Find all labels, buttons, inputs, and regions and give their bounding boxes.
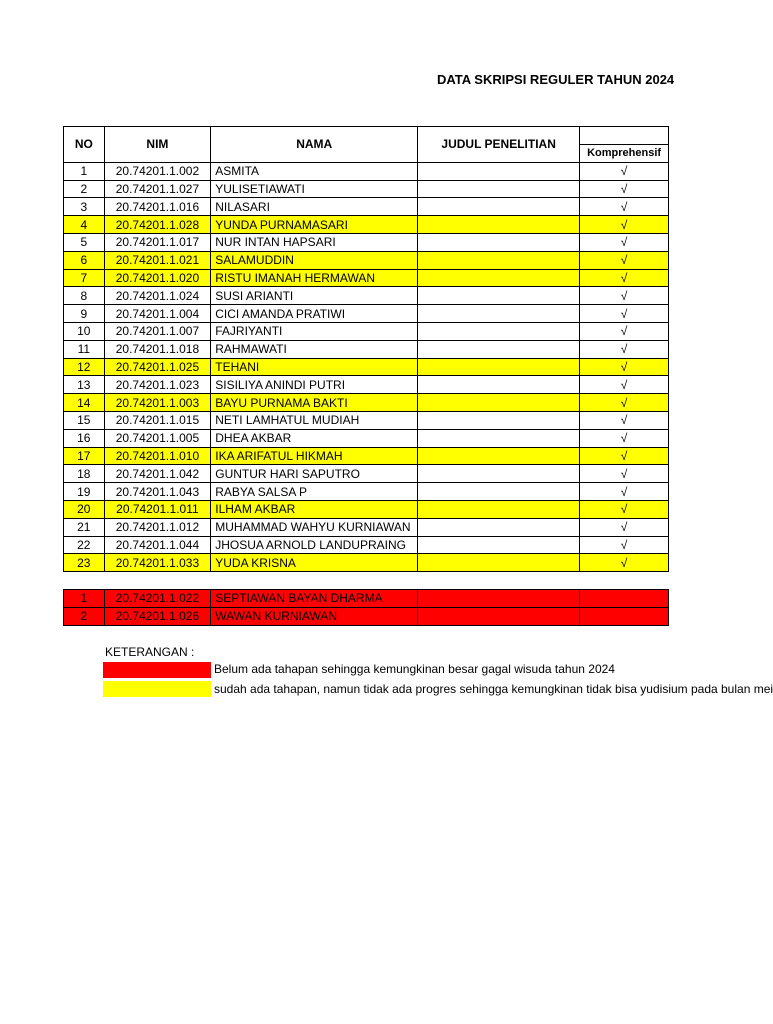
row-no-cell: 15 [64, 411, 105, 429]
row-check-cell: √ [580, 483, 669, 501]
row-judul-cell [418, 411, 580, 429]
row-nama-cell: SEPTIAWAN BAYAN DHARMA [211, 589, 418, 607]
row-nama-cell: NILASARI [211, 198, 418, 216]
row-no-cell: 13 [64, 376, 105, 394]
table-row [64, 465, 669, 483]
table-row [64, 429, 669, 447]
row-judul-cell [418, 589, 580, 607]
row-nim-cell: 20.74201.1.020 [104, 269, 211, 287]
row-check-cell: √ [580, 554, 669, 572]
row-nama-cell: YUDA KRISNA [211, 554, 418, 572]
row-judul-cell [418, 465, 580, 483]
table-row [64, 500, 669, 518]
row-nim-cell: 20.74201.1.010 [104, 447, 211, 465]
row-nama-cell: TEHANI [211, 358, 418, 376]
table-row [64, 411, 669, 429]
row-no-cell: 7 [64, 269, 105, 287]
row-no-cell: 3 [64, 198, 105, 216]
row-judul-cell [418, 305, 580, 323]
row-no-cell: 8 [64, 287, 105, 305]
table-row [64, 322, 669, 340]
row-check-cell: √ [580, 287, 669, 305]
row-no-cell: 22 [64, 536, 105, 554]
row-nama-cell: NETI LAMHATUL MUDIAH [211, 411, 418, 429]
table-row [64, 180, 669, 198]
table-row [64, 162, 669, 180]
row-no-cell: 2 [64, 180, 105, 198]
legend-yellow-text: sudah ada tahapan, namun tidak ada progres sehingga kemungkinan tidak bisa yudisium pada bulan mei [214, 682, 773, 696]
header-group-blank [580, 127, 669, 145]
row-nama-cell: NUR INTAN HAPSARI [211, 233, 418, 251]
row-nim-cell: 20.74201.1.028 [104, 216, 211, 234]
row-no-cell: 14 [64, 394, 105, 412]
row-check-cell [580, 589, 669, 607]
header-no: NO [64, 127, 105, 163]
row-nim-cell: 20.74201.1.022 [104, 589, 211, 607]
header-row [64, 127, 669, 145]
row-no-cell: 20 [64, 500, 105, 518]
row-no-cell: 5 [64, 233, 105, 251]
row-nama-cell: SUSI ARIANTI [211, 287, 418, 305]
extra-table-body [64, 589, 669, 625]
row-nim-cell: 20.74201.1.044 [104, 536, 211, 554]
header-nim: NIM [104, 127, 211, 163]
row-check-cell: √ [580, 518, 669, 536]
table-row [64, 536, 669, 554]
table-row [64, 518, 669, 536]
table-row [64, 394, 669, 412]
row-no-cell: 16 [64, 429, 105, 447]
row-judul-cell [418, 340, 580, 358]
row-no-cell: 11 [64, 340, 105, 358]
row-judul-cell [418, 518, 580, 536]
row-check-cell: √ [580, 269, 669, 287]
row-check-cell: √ [580, 233, 669, 251]
row-nama-cell: RAHMAWATI [211, 340, 418, 358]
row-nim-cell: 20.74201.1.015 [104, 411, 211, 429]
row-nim-cell: 20.74201.1.033 [104, 554, 211, 572]
row-nama-cell: BAYU PURNAMA BAKTI [211, 394, 418, 412]
row-judul-cell [418, 287, 580, 305]
row-no-cell: 1 [64, 162, 105, 180]
row-judul-cell [418, 216, 580, 234]
gap-cell [64, 572, 669, 590]
header-judul: JUDUL PENELITIAN [418, 127, 580, 163]
row-judul-cell [418, 269, 580, 287]
row-no-cell: 23 [64, 554, 105, 572]
row-no-cell: 12 [64, 358, 105, 376]
row-nama-cell: DHEA AKBAR [211, 429, 418, 447]
row-nim-cell: 20.74201.1.002 [104, 162, 211, 180]
table-row [64, 251, 669, 269]
table-row [64, 358, 669, 376]
row-check-cell: √ [580, 340, 669, 358]
row-judul-cell [418, 358, 580, 376]
row-check-cell: √ [580, 305, 669, 323]
table-row [64, 589, 669, 607]
row-nama-cell: YULISETIAWATI [211, 180, 418, 198]
row-judul-cell [418, 251, 580, 269]
row-judul-cell [418, 162, 580, 180]
table-row [64, 233, 669, 251]
row-nim-cell: 20.74201.1.026 [104, 607, 211, 625]
table-row [64, 269, 669, 287]
row-nim-cell: 20.74201.1.025 [104, 358, 211, 376]
row-check-cell: √ [580, 429, 669, 447]
row-judul-cell [418, 483, 580, 501]
row-no-cell: 19 [64, 483, 105, 501]
table-row [64, 554, 669, 572]
table-row [64, 607, 669, 625]
row-check-cell: √ [580, 216, 669, 234]
table-row [64, 305, 669, 323]
row-check-cell: √ [580, 162, 669, 180]
row-nama-cell: SALAMUDDIN [211, 251, 418, 269]
legend-yellow-swatch [103, 681, 211, 697]
row-no-cell: 10 [64, 322, 105, 340]
row-check-cell: √ [580, 447, 669, 465]
row-nim-cell: 20.74201.1.017 [104, 233, 211, 251]
row-nim-cell: 20.74201.1.018 [104, 340, 211, 358]
row-judul-cell [418, 394, 580, 412]
row-check-cell: √ [580, 500, 669, 518]
row-nama-cell: RABYA SALSA P [211, 483, 418, 501]
row-check-cell: √ [580, 394, 669, 412]
row-check-cell: √ [580, 251, 669, 269]
row-nim-cell: 20.74201.1.023 [104, 376, 211, 394]
row-nama-cell: JHOSUA ARNOLD LANDUPRAING [211, 536, 418, 554]
row-no-cell: 4 [64, 216, 105, 234]
row-judul-cell [418, 447, 580, 465]
row-nama-cell: MUHAMMAD WAHYU KURNIAWAN [211, 518, 418, 536]
row-judul-cell [418, 536, 580, 554]
row-nim-cell: 20.74201.1.007 [104, 322, 211, 340]
row-nama-cell: SISILIYA ANINDI PUTRI [211, 376, 418, 394]
gap-body [64, 572, 669, 590]
row-nim-cell: 20.74201.1.011 [104, 500, 211, 518]
row-nama-cell: RISTU IMANAH HERMAWAN [211, 269, 418, 287]
legend-red-text: Belum ada tahapan sehingga kemungkinan besar gagal wisuda tahun 2024 [214, 662, 615, 676]
table-row [64, 447, 669, 465]
row-nim-cell: 20.74201.1.027 [104, 180, 211, 198]
row-nama-cell: GUNTUR HARI SAPUTRO [211, 465, 418, 483]
row-nama-cell: WAWAN KURNIAWAN [211, 607, 418, 625]
row-judul-cell [418, 429, 580, 447]
row-judul-cell [418, 322, 580, 340]
row-nim-cell: 20.74201.1.043 [104, 483, 211, 501]
table-row [64, 340, 669, 358]
row-no-cell: 21 [64, 518, 105, 536]
table-row [64, 198, 669, 216]
row-no-cell: 9 [64, 305, 105, 323]
row-no-cell: 2 [64, 607, 105, 625]
row-nim-cell: 20.74201.1.004 [104, 305, 211, 323]
row-check-cell: √ [580, 536, 669, 554]
row-no-cell: 1 [64, 589, 105, 607]
row-check-cell: √ [580, 322, 669, 340]
header-nama: NAMA [211, 127, 418, 163]
row-judul-cell [418, 500, 580, 518]
row-check-cell: √ [580, 465, 669, 483]
row-check-cell: √ [580, 180, 669, 198]
header-komprehensif: Komprehensif [580, 145, 669, 163]
row-nim-cell: 20.74201.1.012 [104, 518, 211, 536]
row-nama-cell: IKA ARIFATUL HIKMAH [211, 447, 418, 465]
row-no-cell: 6 [64, 251, 105, 269]
row-nama-cell: YUNDA PURNAMASARI [211, 216, 418, 234]
row-check-cell: √ [580, 358, 669, 376]
table-row [64, 376, 669, 394]
row-nim-cell: 20.74201.1.003 [104, 394, 211, 412]
skripsi-table [63, 126, 669, 626]
row-judul-cell [418, 607, 580, 625]
row-judul-cell [418, 233, 580, 251]
row-nim-cell: 20.74201.1.016 [104, 198, 211, 216]
row-judul-cell [418, 554, 580, 572]
row-nama-cell: CICI AMANDA PRATIWI [211, 305, 418, 323]
row-nim-cell: 20.74201.1.005 [104, 429, 211, 447]
row-no-cell: 18 [64, 465, 105, 483]
row-judul-cell [418, 198, 580, 216]
table-row [64, 287, 669, 305]
main-table-body [64, 162, 669, 571]
row-nama-cell: ASMITA [211, 162, 418, 180]
table-row [64, 216, 669, 234]
row-check-cell: √ [580, 376, 669, 394]
row-check-cell: √ [580, 411, 669, 429]
row-judul-cell [418, 376, 580, 394]
row-check-cell [580, 607, 669, 625]
page-title: DATA SKRIPSI REGULER TAHUN 2024 [437, 72, 675, 87]
table-row [64, 483, 669, 501]
row-nama-cell: ILHAM AKBAR [211, 500, 418, 518]
row-nim-cell: 20.74201.1.021 [104, 251, 211, 269]
row-nim-cell: 20.74201.1.024 [104, 287, 211, 305]
legend-label: KETERANGAN : [105, 645, 195, 659]
row-nim-cell: 20.74201.1.042 [104, 465, 211, 483]
row-no-cell: 17 [64, 447, 105, 465]
gap-row [64, 572, 669, 590]
row-nama-cell: FAJRIYANTI [211, 322, 418, 340]
legend-red-swatch [103, 662, 211, 678]
row-judul-cell [418, 180, 580, 198]
row-check-cell: √ [580, 198, 669, 216]
